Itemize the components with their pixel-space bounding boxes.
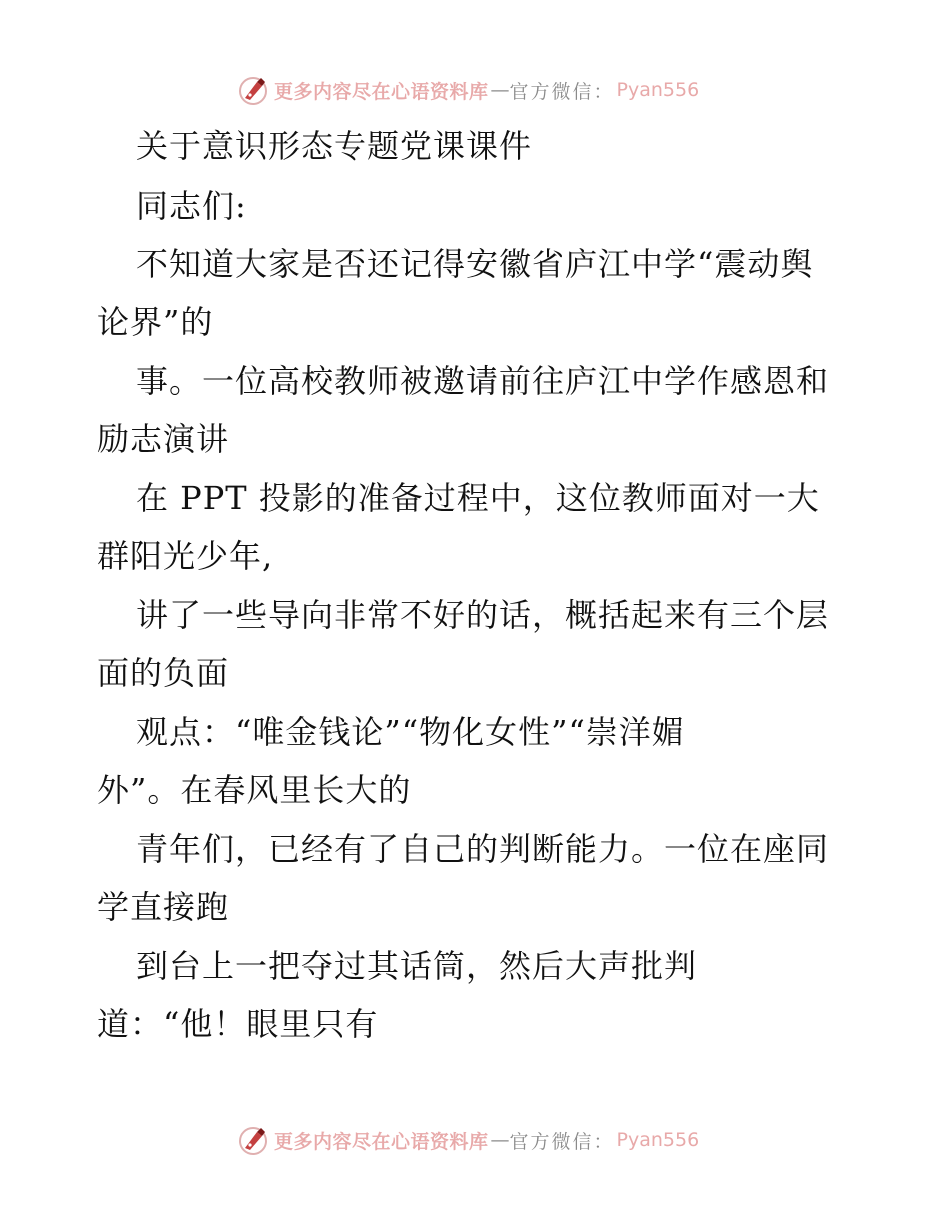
paragraph-line: 青年们，已经有了自己的判断能力。一位在座同 [136,830,830,868]
watermark-main-text: 更多内容尽在心语资料库 [274,80,489,103]
header-watermark [236,72,699,108]
paragraph-line: 观点：“唯金钱论”“物化女性”“崇洋媚 [136,713,685,751]
watermark-main-text: 更多内容尽在心语资料库 [274,1130,489,1153]
salutation: 同志们: [136,187,247,225]
paragraph-line: 讲了一些导向非常不好的话，概括起来有三个层 [136,596,830,634]
pen-nib-logo-icon [236,1123,270,1157]
watermark-office-label: 官方微信： [509,80,615,103]
watermark-office-label: 官方微信： [509,1130,615,1153]
watermark-wechat-id: Pyan556 [616,79,700,101]
paragraph-line: 群阳光少年, [97,537,274,575]
paragraph-line: 外”。在春风里长大的 [97,771,412,809]
footer-watermark [236,1122,699,1158]
paragraph-line: 事。一位高校教师被邀请前往庐江中学作感恩和 [136,362,830,400]
paragraph-line: 到台上一把夺过其话筒，然后大声批判 [136,947,698,985]
paragraph-line: 学直接跑 [97,888,230,926]
paragraph-line: 论界”的 [97,303,214,341]
pen-nib-logo-icon [236,73,270,107]
paragraph-line: 不知道大家是否还记得安徽省庐江中学“震动舆 [136,245,814,283]
paragraph-line: 道：“他！眼里只有 [97,1005,379,1043]
watermark-dash: — [490,1129,510,1151]
watermark-dash: — [490,79,510,101]
watermark-wechat-id: Pyan556 [616,1129,700,1151]
paragraph-line: 励志演讲 [97,420,230,458]
paragraph-line: 面的负面 [97,654,230,692]
paragraph-line: 在 PPT 投影的准备过程中，这位教师面对一大 [136,479,820,517]
document-title: 关于意识形态专题党课课件 [136,127,533,165]
